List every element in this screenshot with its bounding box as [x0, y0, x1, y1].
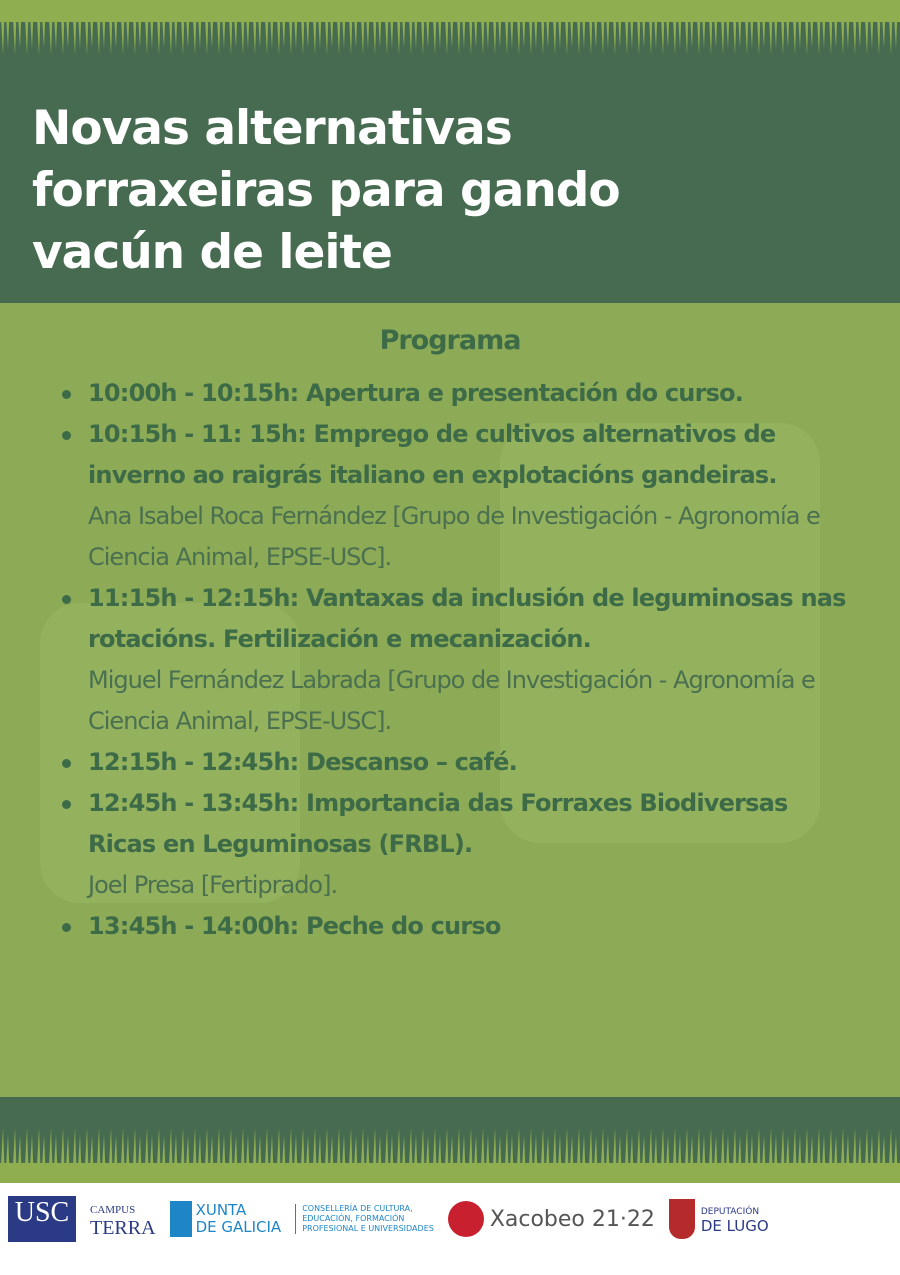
- xacobeo-logo: Xacobeo 21·22: [448, 1201, 655, 1237]
- deputacion-lugo-logo: DEPUTACIÓN DE LUGO: [669, 1199, 769, 1239]
- speaker: Miguel Fernández Labrada [Grupo de Investigación - Agronomía e Ciencia Animal, EPSE-USC].: [88, 666, 815, 735]
- conselleria-logo: CONSELLERÍA DE CULTURA, EDUCACIÓN, FORMACIÓN PROFESIONAL E UNIVERSIDADES: [295, 1204, 434, 1234]
- program-heading: Programa: [379, 325, 521, 356]
- xunta-logo: XUNTA DE GALICIA: [195, 1201, 282, 1236]
- header-band: [0, 0, 900, 303]
- footer-band: [0, 1097, 900, 1183]
- list-item: 12:45h - 13:45h: Importancia das Forraxes Biodiversas Ricas en Leguminosas (FRBL). Joel Presa [Fertiprado].: [60, 783, 860, 906]
- list-item: 10:15h - 11: 15h: Emprego de cultivos alternativos de inverno ao raigrás italiano en explotacións gandeiras. Ana Isabel Roca Fernández [Grupo de Investigación - Agronomía e Ciencia Animal, EPSE-USC].: [60, 414, 860, 578]
- title-line: vacún de leite: [32, 225, 392, 280]
- title-line: Novas alternativas: [32, 101, 512, 156]
- speaker: Joel Presa [Fertiprado].: [88, 871, 338, 899]
- xacobeo-shell-icon: [448, 1201, 484, 1237]
- program-section: [0, 303, 900, 1098]
- sponsor-logos: [0, 1183, 900, 1275]
- list-item: 10:00h - 10:15h: Apertura e presentación do curso.: [60, 373, 860, 414]
- campus-terra-logo: CAMPUS TERRA: [90, 1204, 156, 1239]
- page-title: [32, 98, 872, 284]
- grass-decoration: [0, 0, 900, 60]
- speaker: Ana Isabel Roca Fernández [Grupo de Investigación - Agronomía e Ciencia Animal, EPSE-USC].: [88, 502, 820, 571]
- usc-logo: USC: [8, 1196, 76, 1242]
- xunta-emblem-icon: [170, 1201, 192, 1237]
- list-item: 13:45h - 14:00h: Peche do curso: [60, 906, 860, 947]
- grass-decoration: [0, 1123, 900, 1183]
- list-item: 11:15h - 12:15h: Vantaxas da inclusión de leguminosas nas rotacións. Fertilización e mecanización. Miguel Fernández Labrada [Grupo de Investigación - Agronomía e Ciencia Animal, EPSE-USC].: [60, 578, 860, 742]
- coat-of-arms-icon: [669, 1199, 695, 1239]
- title-line: forraxeiras para gando: [32, 163, 620, 218]
- list-item: 12:15h - 12:45h: Descanso – café.: [60, 742, 860, 783]
- program-list: [60, 373, 860, 947]
